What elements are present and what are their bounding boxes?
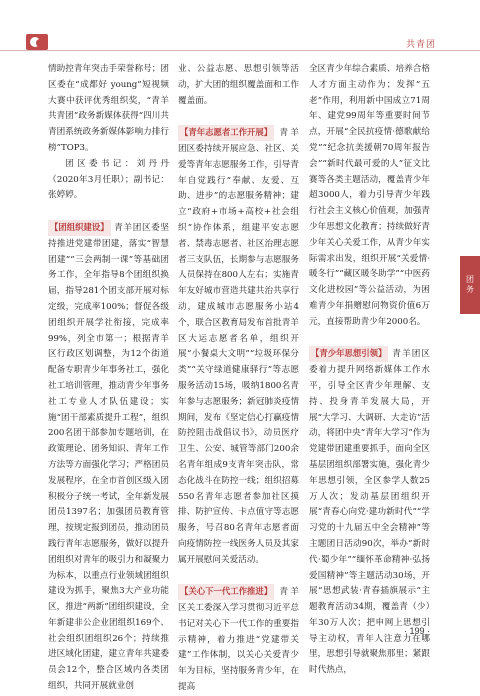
- section-heading: 【青年志愿者工作开展】: [178, 125, 274, 141]
- paragraph-text: 青羊团区委坚持推进党建带团建，落实“智慧团建”“三会两制一课”等基础团务工作，全年指导8个团组织换届，指导281个团支部开展对标定级，完成率100%；督促各级团组织开展学社衔接，完成率99%，列全市第一；根据青羊区行政区划调整，为12个街道配备专职青少年事务社工，强化社工培训管理，推动青少年事务社工专业人才队伍建设；实施“团干部素质提升工程”，组织200名团干部参加专题培训，在政策理论、团务知识、青年工作方法等方面强化学习；严格团员发展程序，在全市首创区级入团积极分子统一考试，全年新发展团员1397名；加强团员教育管理，按规定报到团员，推动团员践行青年志愿服务，做好以提升团组织对青年的吸引力和凝聚力为标本，以重点行业领域团组织建设为抓手，聚焦3大产业功能区，推进“两新”团组织建设，全年新建非公企业团组织169个、社会组织团组织26个；持续推进区域化团建，建立青年共建委员会12个，整合区域内各类团组织，共同开展就业创: [48, 222, 169, 692]
- header-divider: [0, 50, 480, 51]
- paragraph: 团区委书记：刘丹丹（2020年3月任职）；副书记：张婷婷。: [48, 158, 169, 201]
- section-title: 共青团: [405, 39, 436, 49]
- column-1: [48, 62, 169, 695]
- paragraph: [178, 125, 299, 568]
- logo-icon: [26, 34, 48, 50]
- paragraph: [178, 584, 299, 696]
- column-2: [178, 62, 299, 696]
- section-heading: 【青少年思想引领】: [309, 346, 388, 362]
- column-3: [309, 62, 430, 679]
- side-tab: 团务: [460, 256, 480, 314]
- paragraph-text: 青羊区关工委深入学习贯彻习近平总书记对关心下一代工作的重要指示精神，着力推进“党建带关建”工作体制，以关心关爱青少年为目标，坚持服务青少年，在提高: [178, 587, 299, 693]
- section-heading: 【团组织建设】: [48, 220, 111, 236]
- paragraph-text: 青羊团区委着力提升网络新媒体工作水平，引导全区青少年理解、支持、投身青羊发展大局，开展“大学习、大调研、大走访”活动，将团中央“青年大学习”作为党建带团建重要抓手，面向全区基层团组织部署实施，强化青少年思想引领，全区参学人数25万人次；发动基层团组织开展“青春心向党·建功新时代”“学习党的十九届五中全会精神”等主题团日活动90次，举办“新时代·蜀少年”“缅怀革命精神·弘扬爱国精神”等主题活动30场，开展“思想武装·青春插旗展示”主题教育活动34期，覆盖青（少）年30万人次；把申网上思想引导主动权，青年人注意力在哪里，思想引导就聚焦那里；紧跟时代热点，: [309, 349, 430, 676]
- paragraph: 情助控青年突击手荣誉称号；团区委在“成都好 young”短视频大赛中获评优秀组织奖，“青羊共青团”政务新媒体获得“四川共青团系统政务新媒体影响力排行榜”TOP3。: [48, 64, 169, 153]
- page-number: · 199 ·: [403, 626, 430, 636]
- paragraph: 全区青少年综合素质、培养合格人才方面主动作为；发挥“五老”作用，利用新中国成立71周年、建党99周年等重要时间节点，开展“全民抗疫情·德歌献给党”“纪念抗美援朝70周年报告会”“新时代最可爱的人”征文比赛等各类主题活动，覆盖青少年超3000人，着力引导青少年践行社会主义核心价值观，加强青少年思想文化教育；持续做好青少年关心关爱工作，从青少年实际需求出发，组织开展“关爱情·暖冬行”“藏区暖冬助学”“中医药文化进校园”等公益活动，为困难青少年捐赠慰问物资价值6万元，直接帮助青少年2000名。: [309, 64, 430, 327]
- section-heading: 【关心下一代工作推进】: [178, 584, 274, 600]
- paragraph: 业、公益志愿、思想引领等活动，扩大团的组织覆盖面和工作覆盖面。: [178, 64, 299, 106]
- paragraph-text: 青羊团区委持续开展应急、社区、关爱等青年志愿服务工作，引导青年自觉践行“奉献、友爱、互助、进步”的志愿服务精神；建立“政府+市场+高校+社会组织”协作体系，组建平安志愿者、禁毒志愿者、社区治理志愿者三支队伍，长期参与志愿服务人员保持在800人左右；实施青年友好城市营造共建共治共享行动，建成城市志愿服务小站4个，联合区教育局发布首批青羊区大运志愿者名单，组织开展“小餐桌大文明”“垃圾环保分类”“关守绿道健康驿行”等志愿服务活动15场，吸纳1800名青年参与志愿服务；新冠肺炎疫情期间，发布《坚定信心打赢疫情防控阻击战倡议书》，动员医疗卫生、公安、城管等部门200余名青年组成9支青年突击队，常态化战斗在防控一线；组织招募550名青年志愿者参加社区摸排、防护宣传、卡点值守等志愿服务，号召80名青年志愿者面向疫情防控一线医务人员及其家属开展慰问关爱活动。: [178, 128, 299, 565]
- paragraph: [48, 220, 169, 695]
